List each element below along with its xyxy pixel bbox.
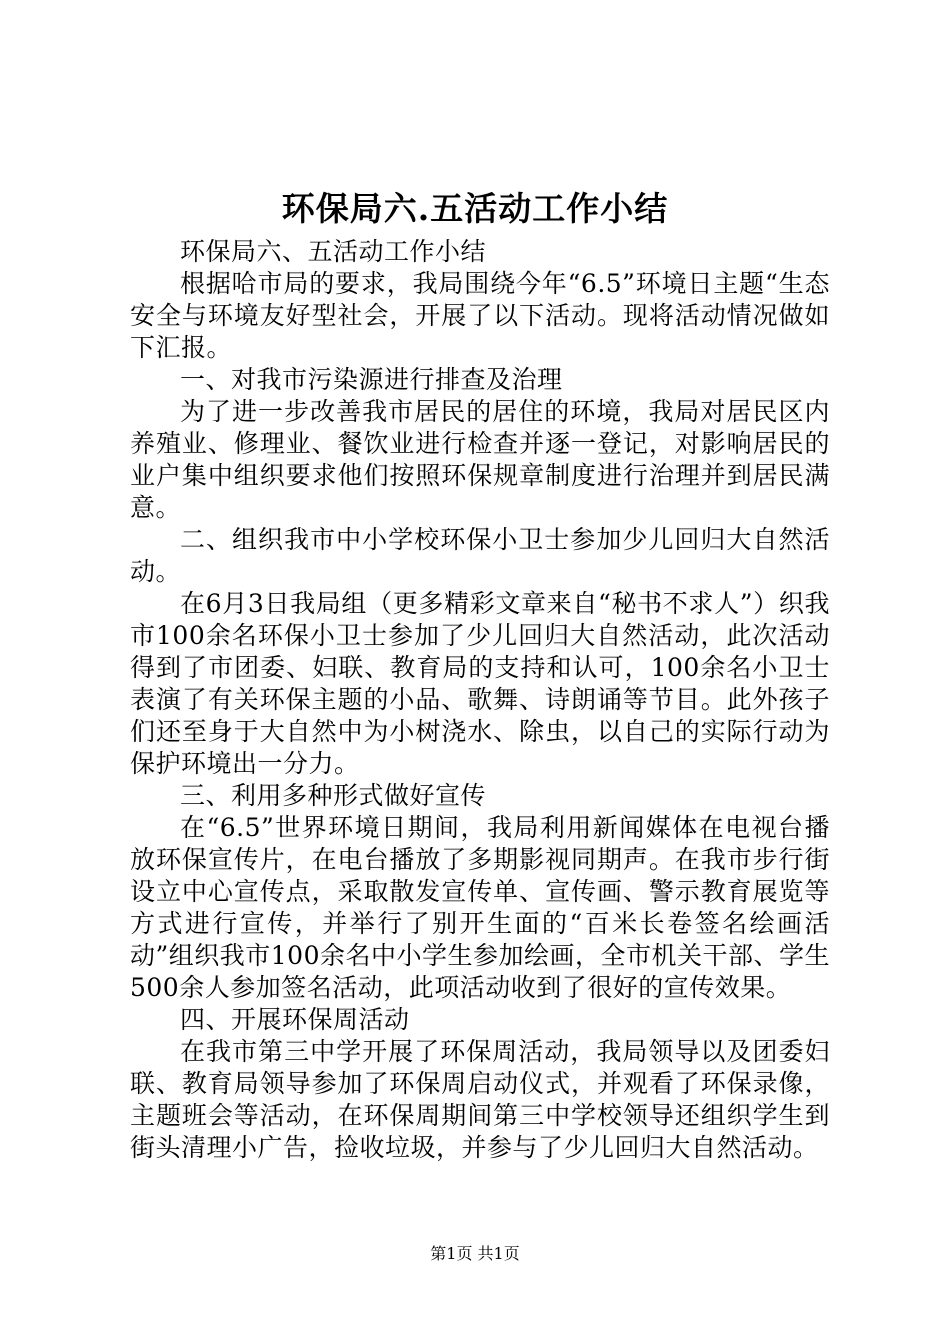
section-heading-3: 三、利用多种形式做好宣传 [180, 781, 487, 810]
paragraph-subtitle: 环保局六、五活动工作小结 [180, 237, 487, 266]
paragraph-intro: 根据哈市局的要求，我局围绕今年“6.5”环境日主题“生态安全与环境友好型社会，开展了以下活动。现将活动情况做如下汇报。 [130, 269, 830, 362]
page-footer: 第1页 共1页 [430, 1244, 520, 1263]
section-heading-4: 四、开展环保周活动 [180, 1005, 410, 1034]
paragraph-section-4: 在我市第三中学开展了环保周活动，我局领导以及团委妇联、教育局领导参加了环保周启动仪式，并观看了环保录像，主题班会等活动，在环保周期间第三中学校领导还组织学生到街头清理小广告，捡收垃圾，并参与了少儿回归大自然活动。 [130, 1037, 830, 1162]
document-title: 环保局六.五活动工作小结 [281, 189, 669, 228]
document-body [130, 236, 830, 1164]
paragraph-section-1: 为了进一步改善我市居民的居住的环境，我局对居民区内养殖业、修理业、餐饮业进行检查并逐一登记，对影响居民的业户集中组织要求他们按照环保规章制度进行治理并到居民满意。 [130, 397, 830, 522]
section-heading-1: 一、对我市污染源进行排查及治理 [180, 365, 563, 394]
section-heading-2: 二、组织我市中小学校环保小卫士参加少儿回归大自然活动。 [130, 525, 830, 586]
paragraph-section-3: 在“6.5”世界环境日期间，我局利用新闻媒体在电视台播放环保宣传片，在电台播放了多期影视同期声。在我市步行街设立中心宣传点，采取散发宣传单、宣传画、警示教育展览等方式进行宣传，并举行了别开生面的“百米长卷签名绘画活动”组织我市100余名中小学生参加绘画，全市机关干部、学生500余人参加签名活动，此项活动收到了很好的宣传效果。 [130, 813, 831, 1002]
paragraph-section-2: 在6月3日我局组（更多精彩文章来自“秘书不求人”）织我市100余名环保小卫士参加了少儿回归大自然活动，此次活动得到了市团委、妇联、教育局的支持和认可，100余名小卫士表演了有关环保主题的小品、歌舞、诗朗诵等节目。此外孩子们还至身于大自然中为小树浇水、除虫，以自己的实际行动为保护环境出一分力。 [130, 589, 830, 778]
